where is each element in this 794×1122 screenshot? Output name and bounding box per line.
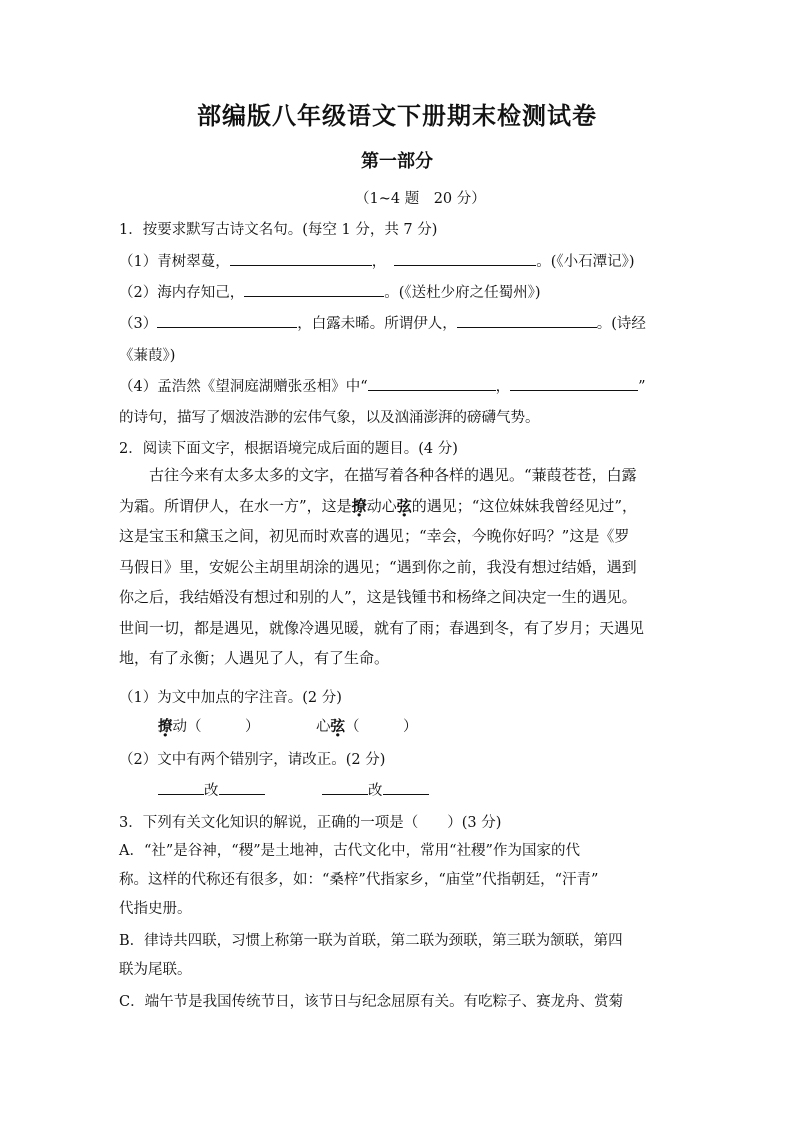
choice-a-line: A．“社”是谷神，“稷”是土地神，古代文化中，常用“社稷”作为国家的代 (119, 843, 580, 859)
dotted-char: 弦 (396, 496, 412, 515)
passage-text: 为霜。所谓伊人，在水一方”，这是 (119, 496, 352, 515)
passage-line: 马假日》里，安妮公主胡里胡涂的遇见；“遇到你之前，我没有想过结婚，遇到 (119, 557, 637, 576)
q2-sub1: （1）为文中加点的字注音。(2 分) (119, 690, 342, 706)
answer-blank[interactable] (510, 376, 638, 391)
q1-stem: 1．按要求默写古诗文名句。(每空 1 分，共 7 分) (119, 222, 438, 238)
fix-label: 改 (204, 783, 219, 799)
dotted-char: 撩 (351, 496, 367, 515)
answer-blank[interactable] (383, 780, 429, 795)
answer-blank[interactable] (157, 313, 297, 328)
passage-line: 这是宝玉和黛玉之间，初见而时欢喜的遇见；“幸会，今晚你好吗？”这是《罗 (119, 527, 630, 545)
part-scope: （1~4 题 20 分） (355, 191, 486, 207)
q2-stem: 2．阅读下面文字，根据语境完成后面的题目。(4 分) (119, 441, 458, 457)
q3-choices (119, 837, 681, 1017)
q2-pinyin-1 (158, 715, 260, 736)
choice-b-line: B．律诗共四联，习惯上称第一联为首联，第二联为颈联，第三联为颔联，第四 (119, 933, 623, 949)
q3-stem: 3．下列有关文化知识的解说，正确的一项是（ ）(3 分) (119, 815, 502, 831)
q1-line-4 (119, 375, 646, 396)
q1-line-3-text-c: 。(诗经 (596, 316, 646, 332)
q1-line-3-cont: 《蒹葭》) (119, 348, 176, 364)
dotted-char: 撩 (158, 718, 173, 735)
answer-blank[interactable] (244, 282, 384, 297)
choice-a-line: 称。这样的代称还有很多，如：“桑梓”代指家乡，“庙堂”代指朝廷，“汗青” (119, 872, 599, 888)
answer-blank[interactable] (219, 780, 265, 795)
choice-a-line: 代指史册。 (119, 901, 192, 917)
passage-line (119, 491, 679, 522)
q1-line-3-text-a: （3） (119, 316, 158, 332)
q2-passage (119, 460, 679, 674)
q2-sub2: （2）文中有两个错别字，请改正。(2 分) (119, 752, 386, 768)
q1-line-4-text-c: ” (638, 379, 646, 395)
pinyin-char: 心 (316, 719, 331, 735)
q1-line-4-text-a: （4）孟浩然《望洞庭湖赠张丞相》中“ (119, 379, 368, 395)
q1-line-4-text-b: ， (495, 379, 511, 395)
answer-blank[interactable] (230, 251, 372, 266)
q1-line-1-text-b: ， (371, 254, 387, 270)
q1-line-1-text-a: （1）青树翠蔓， (119, 254, 230, 270)
answer-blank[interactable] (322, 780, 368, 795)
pinyin-blank[interactable]: 动（ ） (172, 719, 260, 735)
q1-line-4-cont: 的诗句，描写了烟波浩渺的宏伟气象，以及汹涌澎湃的磅礴气势。 (119, 410, 540, 426)
passage-text: 动心 (366, 496, 397, 515)
part-heading: 第一部分 (361, 151, 433, 172)
q1-line-3 (119, 312, 646, 333)
passage-text: 的遇见；“这位妹妹我曾经见过”， (411, 496, 638, 515)
passage-line: 世间一切，都是遇见，就像冷遇见暖，就有了雨；春遇到冬，有了岁月；天遇见 (119, 618, 645, 637)
q2-fix-2 (322, 779, 429, 800)
q1-line-1-text-c: 。(《小石潭记》) (536, 254, 635, 270)
q1-line-2 (119, 281, 541, 302)
q2-fix-1 (158, 779, 265, 800)
passage-line: 你之后，我结婚没有想过和别的人”，这是钱锺书和杨绛之间决定一生的遇见。 (119, 588, 637, 606)
q1-line-2-text-b: 。(《送杜少府之任蜀州》) (384, 285, 541, 301)
passage-line: 古往今来有太多太多的文字，在描写着各种各样的遇见。“蒹葭苍苍，白露 (149, 466, 637, 484)
pinyin-blank[interactable]: （ ） (345, 719, 418, 735)
passage-line: 地，有了永衡；人遇见了人，有了生命。 (119, 649, 390, 667)
dotted-char: 弦 (330, 718, 345, 735)
q2-pinyin-2 (316, 715, 418, 736)
page-title: 部编版八年级语文下册期末检测试卷 (197, 102, 597, 130)
choice-b-line: 联为尾联。 (119, 962, 192, 978)
q1-line-2-text-a: （2）海内存知己， (119, 285, 245, 301)
choice-c-line: C．端午节是我国传统节日，该节日与纪念屈原有关。有吃粽子、赛龙舟、赏菊 (119, 994, 624, 1010)
q1-line-1 (119, 250, 635, 271)
answer-blank[interactable] (457, 313, 597, 328)
q1-line-3-text-b: ，白露未晞。所谓伊人， (297, 316, 457, 332)
answer-blank[interactable] (158, 780, 204, 795)
answer-blank[interactable] (368, 376, 496, 391)
answer-blank[interactable] (394, 251, 536, 266)
fix-label: 改 (368, 783, 383, 799)
